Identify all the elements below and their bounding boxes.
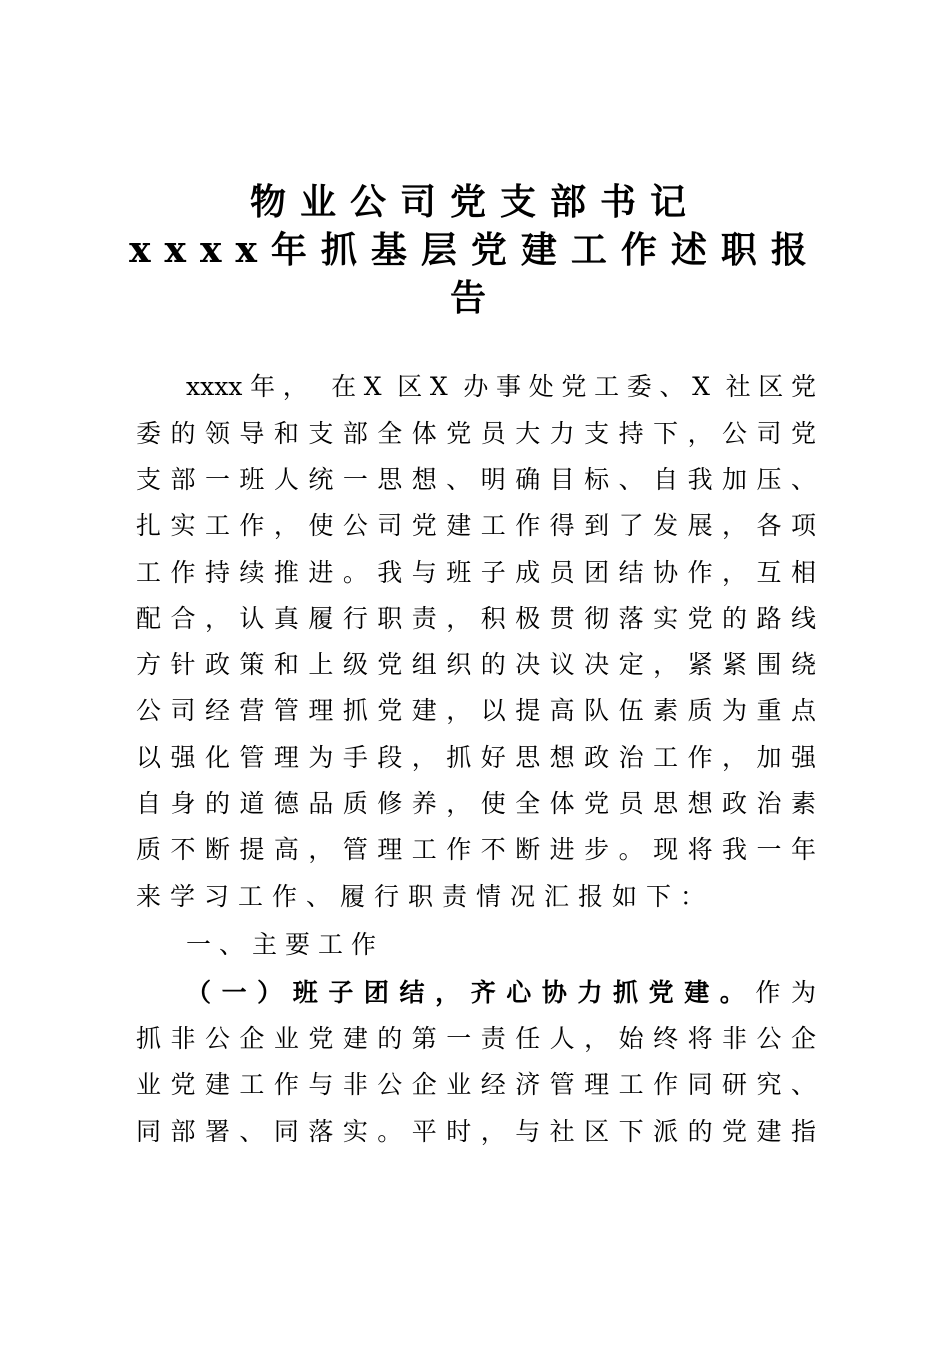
paragraph-1-line: 工作持续推进。我与班子成员团结协作，互相 <box>136 558 816 587</box>
paragraph-1-line: 支部一班人统一思想、明确目标、自我加压、 <box>136 465 816 494</box>
paragraph-1-line: 配合，认真履行职责，积极贯彻落实党的路线 <box>136 604 816 633</box>
document-title-line-2: xxxx年抓基层党建工作述职报 <box>129 229 821 271</box>
paragraph-1-line: 公司经营管理抓党建，以提高队伍素质为重点 <box>136 696 816 725</box>
subsection-first-line-rest: 作为 <box>755 978 816 1007</box>
document-title-line-3: 告 <box>449 277 500 319</box>
paragraph-1-line: xxxx年， 在X 区X 办事处党工委、X 社区党 <box>186 372 816 401</box>
subsection-bold-title: （一）班子团结，齐心协力抓党建。 <box>186 978 756 1007</box>
paragraph-1-line: 委的领导和支部全体党员大力支持下，公司党 <box>136 419 816 448</box>
paragraph-2-line: 业党建工作与非公企业经济管理工作同研究、 <box>136 1070 816 1099</box>
paragraph-2-line: 抓非公企业党建的第一责任人，始终将非公企 <box>136 1024 816 1053</box>
paragraph-1-line: 质不断提高，管理工作不断进步。现将我一年 <box>136 835 816 864</box>
paragraph-1-line: 以强化管理为手段，抓好思想政治工作，加强 <box>136 743 816 772</box>
paragraph-2-line: 同部署、同落实。平时，与社区下派的党建指 <box>136 1117 816 1146</box>
subsection-first-line <box>186 977 816 1009</box>
section-heading: 一、主要工作 <box>186 930 385 959</box>
paragraph-1-line: 自身的道德品质修养，使全体党员思想政治素 <box>136 789 816 818</box>
paragraph-1-line: 方针政策和上级党组织的决议决定，紧紧围绕 <box>136 650 816 679</box>
document-title-line-1: 物业公司党支部书记 <box>249 181 700 223</box>
paragraph-1-line-last: 来学习工作、履行职责情况汇报如下： <box>136 882 715 911</box>
paragraph-1-line: 扎实工作，使公司党建工作得到了发展，各项 <box>136 511 816 540</box>
